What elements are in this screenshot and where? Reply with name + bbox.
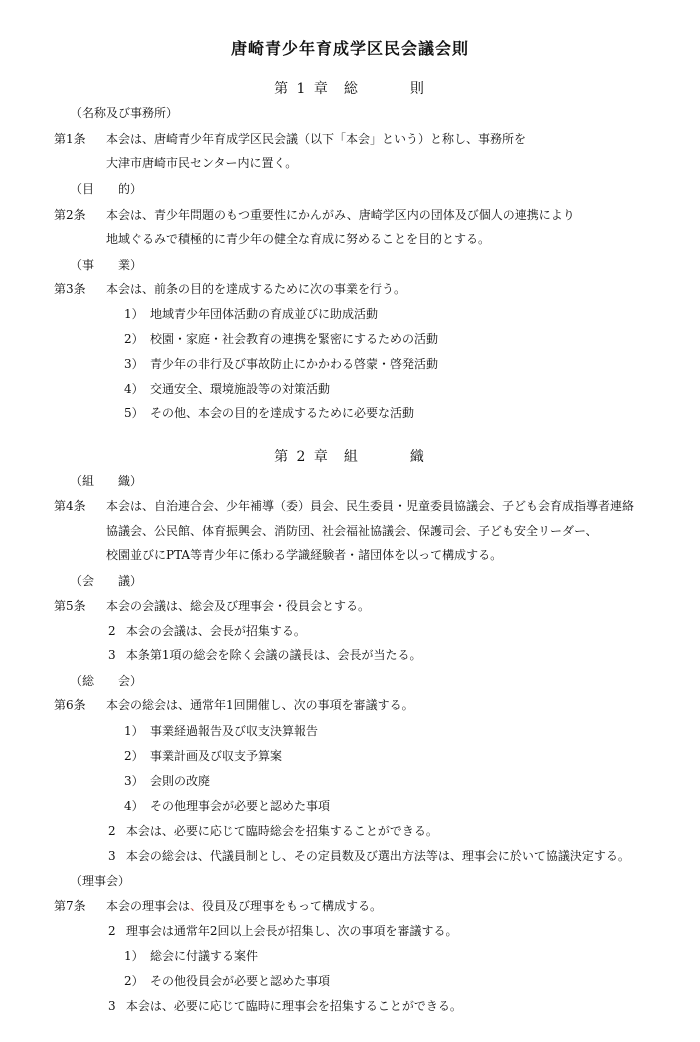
article-4-number: 第4条 xyxy=(54,499,86,513)
list-item: 3） 青少年の非行及び事故防止にかかわる啓蒙・啓発活動 xyxy=(124,357,439,371)
heading-organization: （組 織） xyxy=(70,474,143,488)
article-7: 第7条 本会の理事会は、役員及び理事をもって構成する。 xyxy=(54,899,383,913)
article-2-continuation: 地域ぐるみで積極的に青少年の健全な育成に努めることを目的とする。 xyxy=(106,232,491,246)
article-1-number: 第1条 xyxy=(54,132,86,146)
chapter-1-name-2: 則 xyxy=(409,81,426,97)
heading-name-office: （名称及び事務所） xyxy=(70,106,179,120)
article-2-text: 本会は、青少年問題のもつ重要性にかんがみ、唐崎学区内の団体及び個人の連携により xyxy=(106,208,575,222)
heading-project: （事 業） xyxy=(70,258,143,272)
article-3-number: 第3条 xyxy=(54,282,86,296)
list-item: 4） その他理事会が必要と認めた事項 xyxy=(124,799,331,813)
article-4 xyxy=(54,497,634,514)
chapter-2-name: 組 xyxy=(343,449,360,465)
list-item: 1） 総会に付議する案件 xyxy=(124,949,259,963)
article-5-number: 第5条 xyxy=(54,599,86,613)
paragraph: 2 本会は、必要に応じて臨時総会を招集することができる。 xyxy=(108,824,438,838)
article-6 xyxy=(54,696,414,713)
chapter-1-number: 第 1 章 xyxy=(274,81,330,97)
article-6-text: 本会の総会は、通常年1回開催し、次の事項を審議する。 xyxy=(106,698,414,712)
article-4-continuation: 協議会、公民館、体育振興会、消防団、社会福祉協議会、保護司会、子ども安全リーダー、 xyxy=(106,524,598,538)
article-4-continuation: 校園並びにPTA等青少年に係わる学識経験者・諸団体を以って構成する。 xyxy=(106,548,503,562)
paragraph: 3 本条第1項の総会を除く会議の議長は、会長が当たる。 xyxy=(108,648,422,662)
article-3-text: 本会は、前条の目的を達成するために次の事業を行う。 xyxy=(106,282,407,296)
paragraph: 2 本会の会議は、会長が招集する。 xyxy=(108,624,306,638)
paragraph: 3 本会の総会は、代議員制とし、その定員数及び選出方法等は、理事会に於いて協議決定する。 xyxy=(108,849,630,863)
document-title: 唐崎青少年育成学区民会議会則 xyxy=(230,39,469,58)
article-5 xyxy=(54,597,370,614)
article-1-text: 本会は、唐崎青少年育成学区民会議（以下「本会」という）と称し、事務所を xyxy=(106,132,527,146)
chapter-1-heading xyxy=(0,78,700,98)
article-1-continuation: 大津市唐崎市民センター内に置く。 xyxy=(106,156,298,170)
article-5-text: 本会の会議は、総会及び理事会・役員会とする。 xyxy=(106,599,371,613)
heading-board: （理事会） xyxy=(70,874,131,888)
list-item: 2） 事業計画及び収支予算案 xyxy=(124,749,283,763)
chapter-2-name-2: 織 xyxy=(409,449,426,465)
red-comma: 、 xyxy=(190,899,203,913)
article-2 xyxy=(54,206,575,223)
heading-meeting: （会 議） xyxy=(70,574,143,588)
list-item: 4） 交通安全、環境施設等の対策活動 xyxy=(124,382,331,396)
chapter-2-number: 第 2 章 xyxy=(274,449,330,465)
list-item: 2） 校園・家庭・社会教育の連携を緊密にするための活動 xyxy=(124,332,439,346)
heading-general-assembly: （総 会） xyxy=(70,674,143,688)
list-item: 3） 会則の改廃 xyxy=(124,774,211,788)
article-7-number: 第7条 xyxy=(54,899,86,913)
chapter-2-heading xyxy=(0,446,700,466)
article-2-number: 第2条 xyxy=(54,208,86,222)
article-6-number: 第6条 xyxy=(54,698,86,712)
paragraph: 3 本会は、必要に応じて臨時に理事会を招集することができる。 xyxy=(108,999,462,1013)
article-3 xyxy=(54,280,406,297)
paragraph: 2 理事会は通常年2回以上会長が招集し、次の事項を審議する。 xyxy=(108,924,458,938)
chapter-1-name: 総 xyxy=(343,81,360,97)
list-item: 5） その他、本会の目的を達成するために必要な活動 xyxy=(124,406,415,420)
heading-purpose: （目 的） xyxy=(70,182,143,196)
list-item: 1） 事業経過報告及び収支決算報告 xyxy=(124,724,319,738)
list-item: 2） その他役員会が必要と認めた事項 xyxy=(124,974,331,988)
list-item: 1） 地域青少年団体活動の育成並びに助成活動 xyxy=(124,307,379,321)
article-1 xyxy=(54,130,526,147)
article-4-text: 本会は、自治連合会、少年補導（委）員会、民生委員・児童委員協議会、子ども会育成指導者連絡 xyxy=(106,499,635,513)
